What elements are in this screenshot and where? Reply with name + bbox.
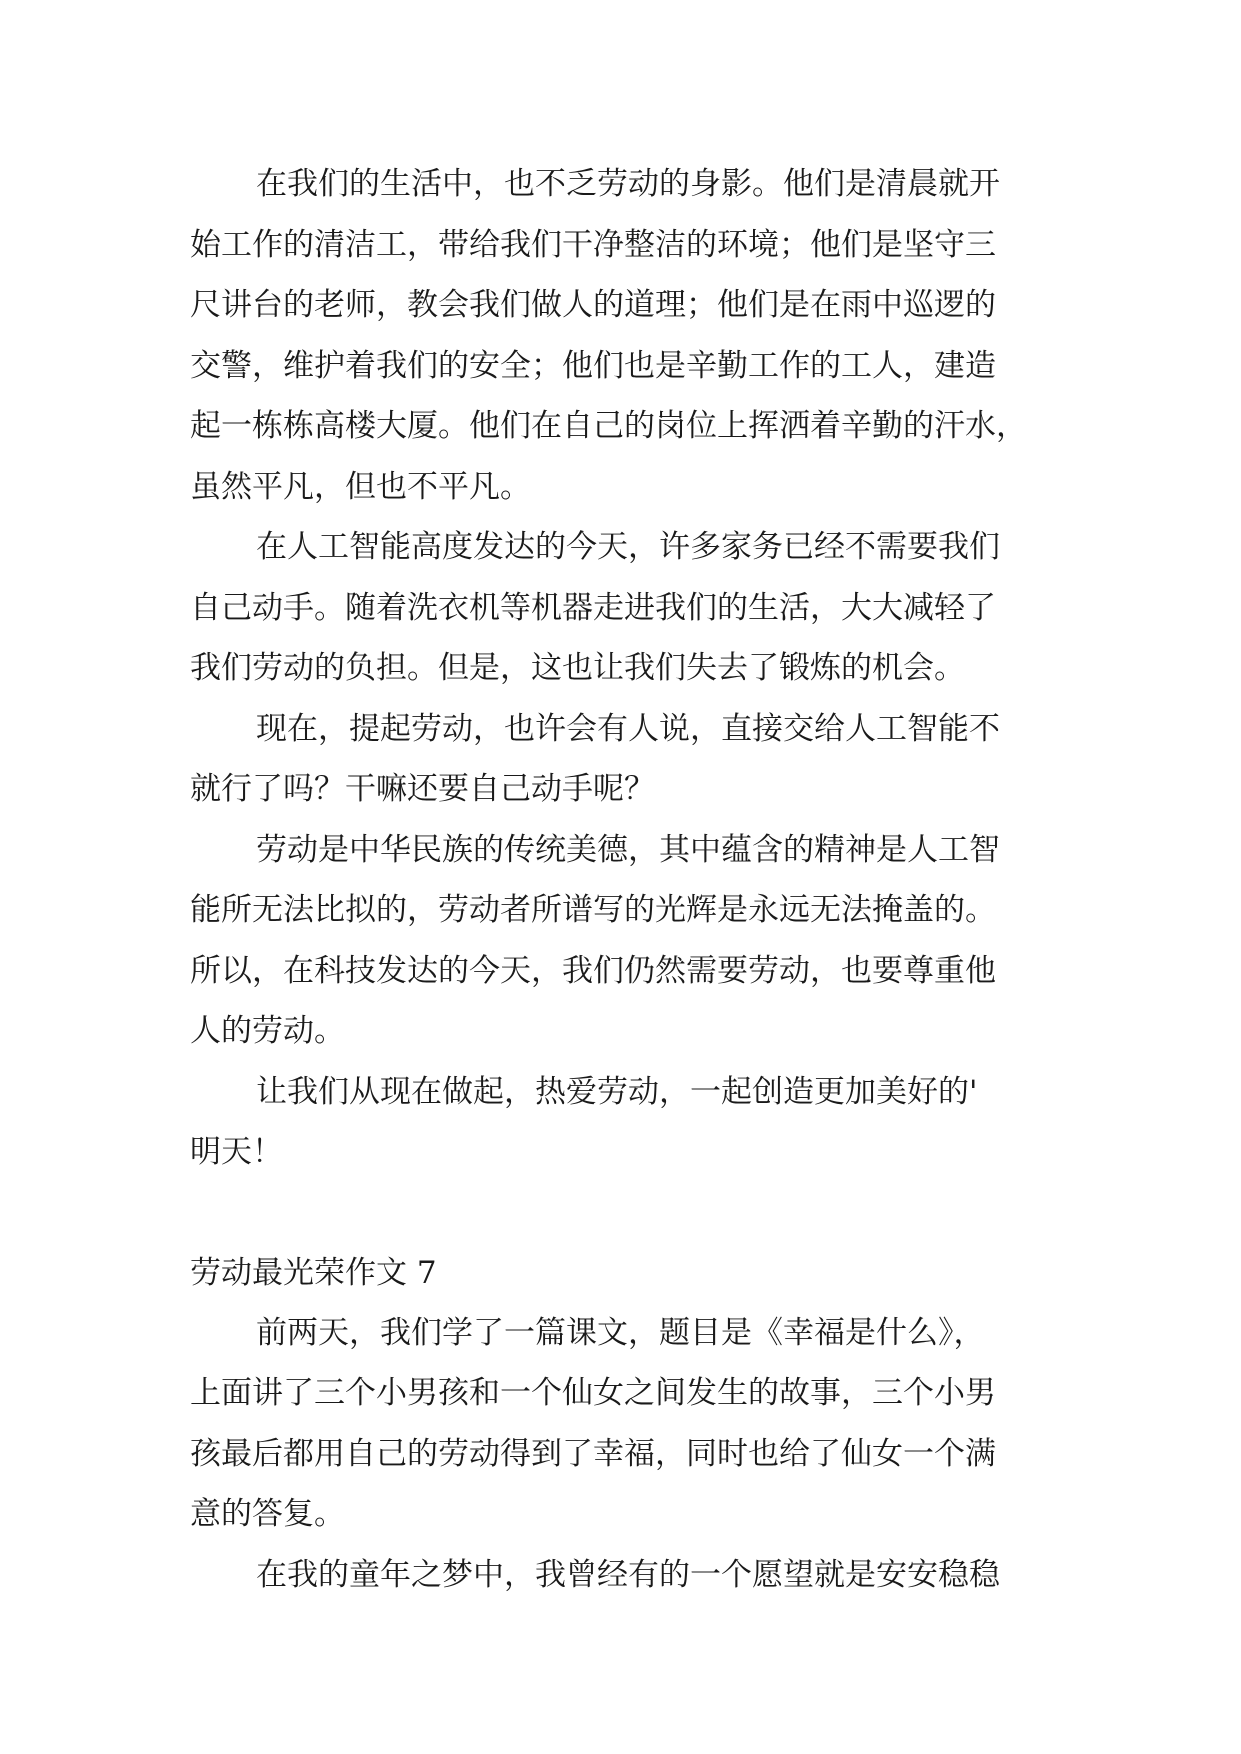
paragraph-line: 尺讲台的老师，教会我们做人的道理；他们是在雨中巡逻的: [190, 287, 996, 323]
paragraph-line: 交警，维护着我们的安全；他们也是辛勤工作的工人，建造: [190, 347, 996, 384]
paragraph: [190, 699, 1060, 820]
paragraph: [190, 1303, 1060, 1545]
section-heading: 劳动最光荣作文 7: [190, 1254, 437, 1291]
document-body: [190, 154, 1060, 1605]
paragraph-line: 孩最后都用自己的劳动得到了幸福，同时也给了仙女一个满: [190, 1435, 996, 1472]
paragraph-line: 在人工智能高度发达的今天，许多家务已经不需要我们: [256, 529, 1000, 565]
paragraph-line: 现在，提起劳动，也许会有人说，直接交给人工智能不: [256, 710, 1000, 747]
section-spacer: [190, 1183, 1060, 1243]
paragraph-line: 明天！: [190, 1134, 283, 1170]
paragraph-line: 我们劳动的负担。但是，这也让我们失去了锻炼的机会。: [190, 650, 965, 686]
paragraph-line: 自己动手。随着洗衣机等机器走进我们的生活，大大减轻了: [190, 589, 996, 626]
paragraph: [190, 820, 1060, 1062]
paragraph-line: 在我的童年之梦中，我曾经有的一个愿望就是安安稳稳: [256, 1556, 1000, 1593]
paragraph-line: 人的劳动。: [190, 1013, 345, 1049]
paragraph-line: 始工作的清洁工，带给我们干净整洁的环境；他们是坚守三: [190, 226, 996, 263]
paragraph-line: 上面讲了三个小男孩和一个仙女之间发生的故事，三个小男: [190, 1375, 996, 1411]
paragraph-line: 在我们的生活中，也不乏劳动的身影。他们是清晨就开: [256, 166, 1000, 202]
paragraph-line: 所以，在科技发达的今天，我们仍然需要劳动，也要尊重他: [190, 952, 996, 989]
paragraph-line: 就行了吗？干嘛还要自己动手呢？: [190, 771, 655, 807]
paragraph-line: 能所无法比拟的，劳动者所谱写的光辉是永远无法掩盖的。: [190, 892, 996, 928]
paragraph: [190, 1545, 1060, 1606]
paragraph-line: 劳动是中华民族的传统美德，其中蕴含的精神是人工智: [256, 831, 1000, 868]
paragraph: [190, 1062, 1060, 1183]
paragraph: [190, 517, 1060, 699]
paragraph-line: 让我们从现在做起，热爱劳动，一起创造更加美好的': [256, 1073, 978, 1110]
paragraph-line: 虽然平凡，但也不平凡。: [190, 468, 531, 505]
paragraph-line: 起一栋栋高楼大厦。他们在自己的岗位上挥洒着辛勤的汗水，: [190, 408, 1027, 444]
paragraph: [190, 154, 1060, 517]
paragraph-line: 意的答复。: [190, 1496, 345, 1532]
paragraph-line: 前两天，我们学了一篇课文，题目是《幸福是什么》，: [256, 1314, 985, 1351]
